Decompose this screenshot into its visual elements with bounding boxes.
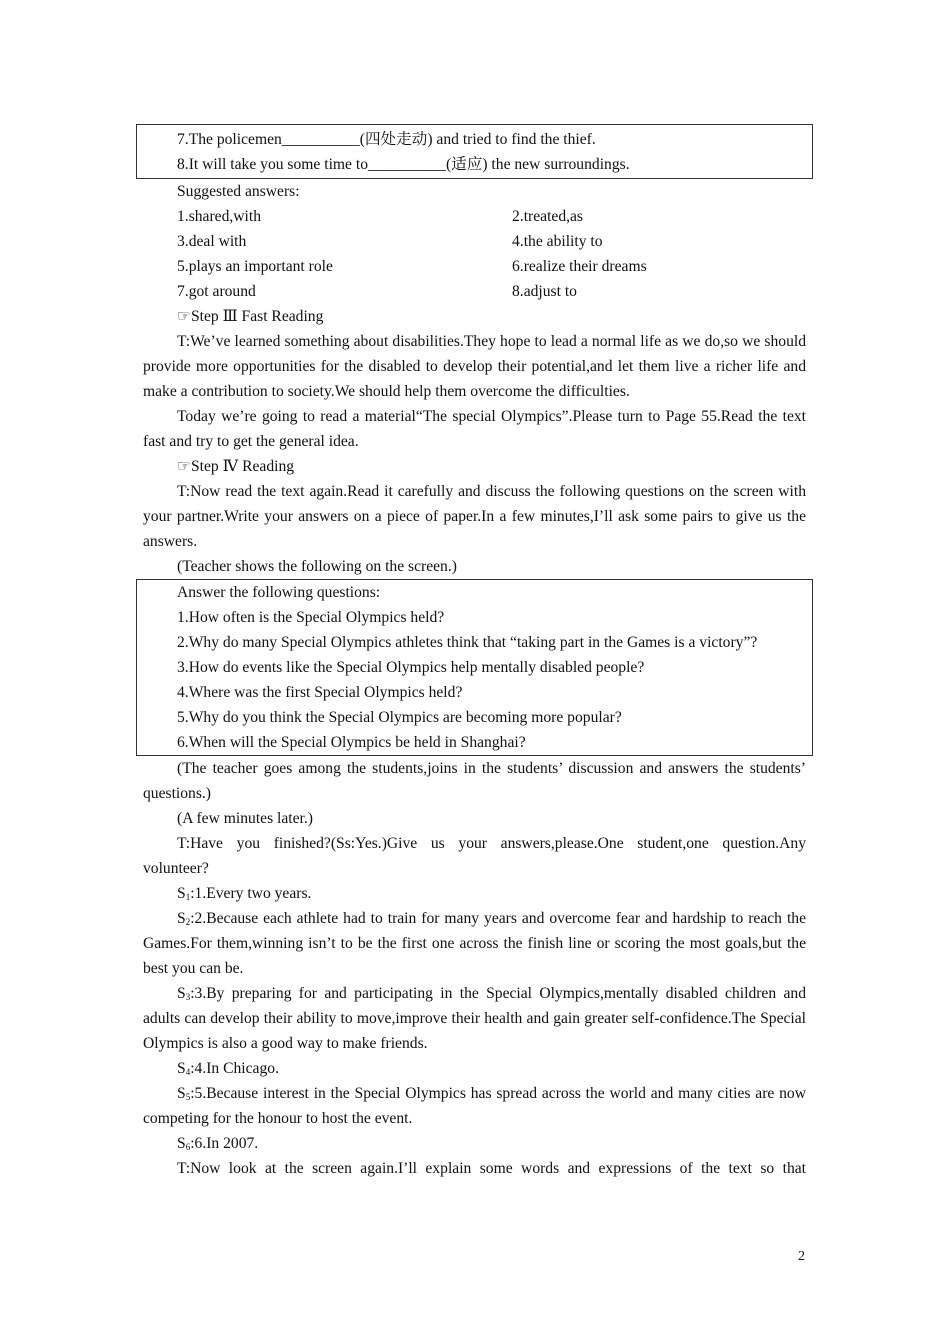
- speaker: S: [177, 885, 186, 902]
- questions-box: [136, 579, 813, 756]
- paragraph: T:Have you finished?(Ss:Yes.)Give us your answers,please.One student,one question.Any volunteer?: [143, 835, 806, 877]
- answer: 1.shared,with: [177, 208, 262, 225]
- paragraph: (The teacher goes among the students,joins in the students’ discussion and answers the students’ questions.): [143, 760, 806, 802]
- student-answer: [143, 981, 806, 1056]
- answer-row: [143, 279, 806, 304]
- answer-text: :1.Every two years.: [190, 885, 312, 902]
- speaker-index: 6: [185, 1142, 191, 1152]
- answer: 2.treated,as: [512, 208, 584, 225]
- speaker-index: 2: [185, 917, 191, 927]
- student-answer: [143, 1056, 806, 1081]
- question: 6.When will the Special Olympics be held in Shanghai?: [177, 734, 526, 751]
- answer-text: :6.In 2007.: [190, 1135, 259, 1152]
- answer-text: :5.Because interest in the Special Olympics has spread across the world and many cities are now competing for the honour to host the event.: [143, 1085, 806, 1127]
- question: 4.Where was the first Special Olympics held?: [177, 684, 463, 701]
- speaker-index: 4: [185, 1067, 191, 1077]
- answer-row: [143, 204, 806, 229]
- paragraph: T:Now read the text again.Read it carefully and discuss the following questions on the screen with your partner.Write your answers on a piece of paper.In a few minutes,I’ll ask some pairs to give us the answers.: [143, 483, 806, 550]
- step-heading: ☞Step Ⅲ Fast Reading: [177, 308, 324, 325]
- answer: 7.got around: [177, 283, 256, 300]
- speaker: S: [177, 910, 186, 927]
- answer: 4.the ability to: [512, 233, 603, 250]
- answer: 5.plays an important role: [177, 258, 333, 275]
- question: Answer the following questions:: [177, 584, 381, 601]
- question: 2.Why do many Special Olympics athletes think that “taking part in the Games is a victory”?: [177, 634, 758, 651]
- speaker-index: 3: [185, 992, 191, 1002]
- paragraph: Today we’re going to read a material“The special Olympics”.Please turn to Page 55.Read the text fast and try to get the general idea.: [143, 408, 806, 450]
- student-answer: [143, 906, 806, 981]
- paragraph: (Teacher shows the following on the screen.): [177, 558, 457, 575]
- paragraph: T:Now look at the screen again.I’ll explain some words and expressions of the text so that: [177, 1160, 806, 1177]
- answer-row: [143, 229, 806, 254]
- speaker: S: [177, 1060, 186, 1077]
- student-answer: [143, 881, 806, 906]
- answer-text: :2.Because each athlete had to train for many years and overcome fear and hardship to reach the Games.For them,winning isn’t to be the first one across the finish line or scoring the most goals,but the best you can be.: [143, 910, 806, 977]
- answer-row: [143, 254, 806, 279]
- student-answer: [143, 1081, 806, 1131]
- exercise-item: 8.It will take you some time to__________(适应) the new surroundings.: [177, 156, 630, 173]
- question: 3.How do events like the Special Olympics help mentally disabled people?: [177, 659, 645, 676]
- document-page: [143, 124, 806, 1181]
- answers-grid: [143, 204, 806, 304]
- step-heading: ☞Step Ⅳ Reading: [177, 458, 295, 475]
- answer-text: :4.In Chicago.: [190, 1060, 279, 1077]
- page-number: 2: [798, 1249, 805, 1264]
- paragraph: T:We’ve learned something about disabilities.They hope to lead a normal life as we do,so we should provide more opportunities for the disabled to develop their potential,and let them live a richer life and make a contribution to society.We should help them overcome the difficulties.: [143, 333, 806, 400]
- speaker: S: [177, 985, 186, 1002]
- suggested-answers-label: Suggested answers:: [177, 183, 300, 200]
- speaker: S: [177, 1135, 186, 1152]
- answer: 3.deal with: [177, 233, 247, 250]
- question: 1.How often is the Special Olympics held?: [177, 609, 445, 626]
- exercise-item: 7.The policemen__________(四处走动) and tried to find the thief.: [177, 131, 596, 148]
- speaker: S: [177, 1085, 186, 1102]
- student-answer: [143, 1131, 806, 1156]
- speaker-index: 5: [185, 1092, 191, 1102]
- question: 5.Why do you think the Special Olympics are becoming more popular?: [177, 709, 622, 726]
- paragraph: (A few minutes later.): [177, 810, 313, 827]
- answer: 8.adjust to: [512, 283, 577, 300]
- exercise-box: [136, 124, 813, 179]
- answer: 6.realize their dreams: [512, 258, 647, 275]
- speaker-index: 1: [185, 892, 191, 902]
- answer-text: :3.By preparing for and participating in the Special Olympics,mentally disabled children and adults can develop their ability to move,improve their health and gain greater self-confidence.The Special Olympics is also a good way to make friends.: [143, 985, 806, 1052]
